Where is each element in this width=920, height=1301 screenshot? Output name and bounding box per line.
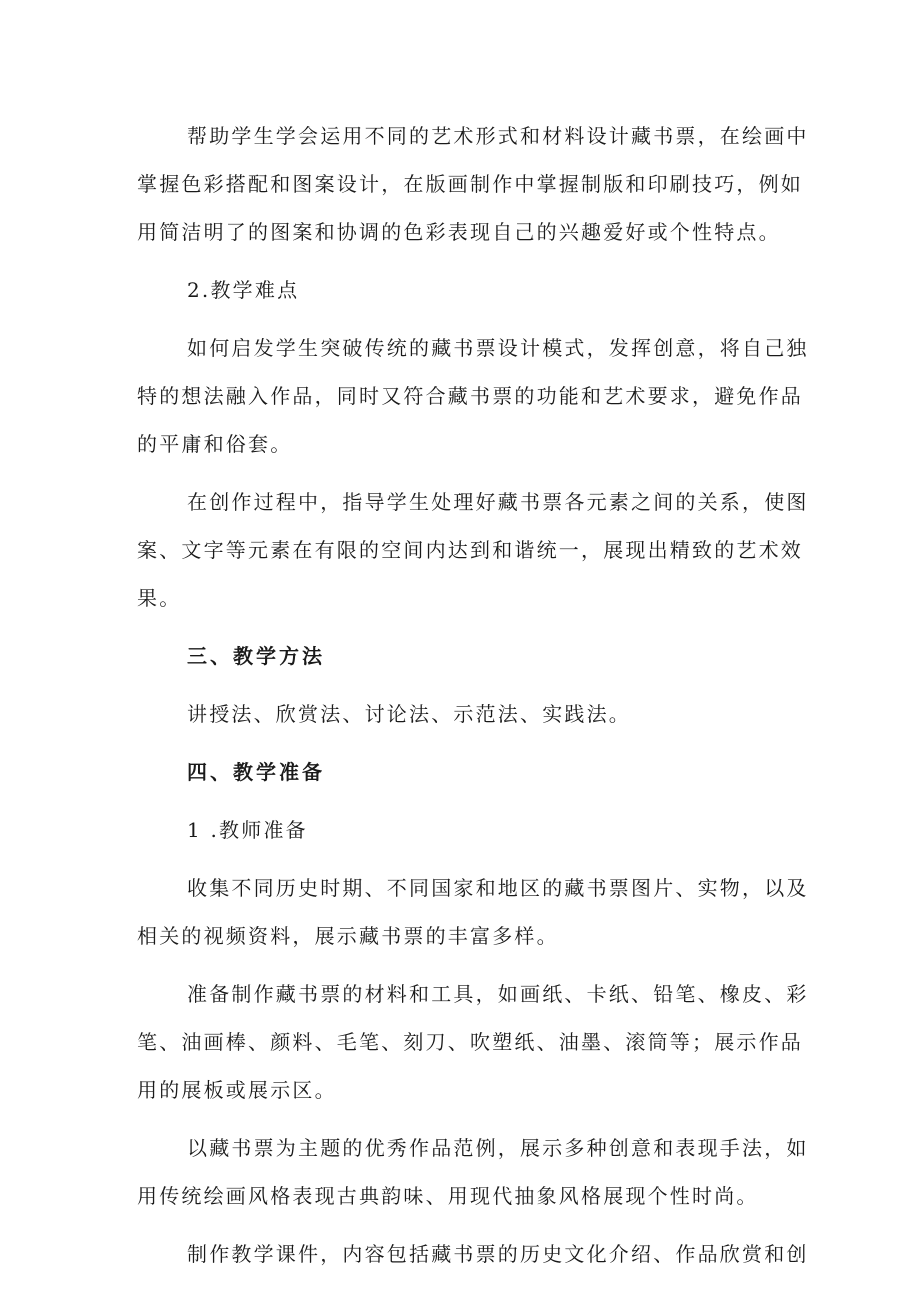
text-line: 制作教学课件，内容包括藏书票的历史文化介绍、作品欣赏和创 [187,1242,809,1266]
text-line: 用简洁明了的图案和协调的色彩表现自己的兴趣爱好或个性特点。 [137,220,781,244]
text-line: 掌握色彩搭配和图案设计，在版画制作中掌握制版和印刷技巧，例如 [137,172,803,196]
subheading-teacher-preparation: 1 .教师准备 [187,818,308,842]
text-line: 笔、油画棒、颜料、毛笔、刻刀、吹塑纸、油墨、滚筒等；展示作品 [137,1030,803,1054]
text-line: 以藏书票为主题的优秀作品范例，展示多种创意和表现手法，如 [187,1136,809,1160]
paragraph-examples [137,1124,809,1220]
text-line: 特的想法融入作品，同时又符合藏书票的功能和艺术要求，避免作品 [137,384,803,408]
text-line: 如何启发学生突破传统的藏书票设计模式，发挥创意，将自己独 [187,336,809,360]
text-line: 案、文字等元素在有限的空间内达到和谐统一，展现出精致的艺术效 [137,538,803,562]
paragraph-tools [137,970,809,1114]
document-body [137,112,809,1288]
text-line: 用传统绘画风格表现古典韵味、用现代抽象风格展现个性时尚。 [137,1184,759,1208]
paragraph-composition [137,478,809,622]
text-line: 收集不同历史时期、不同国家和地区的藏书票图片、实物，以及 [187,876,809,900]
paragraph-creativity [137,324,809,468]
text-line: 的平庸和俗套。 [137,432,293,456]
subheading-teaching-difficulties: 2.教学难点 [187,278,300,302]
text-line: 准备制作藏书票的材料和工具，如画纸、卡纸、铅笔、橡皮、彩 [187,982,809,1006]
section-heading-teaching-preparation: 四、教学准备 [187,760,325,784]
text-line: 帮助学生学会运用不同的艺术形式和材料设计藏书票，在绘画中 [187,124,809,148]
paragraph-design-goals [137,112,809,256]
paragraph-courseware [137,1230,809,1278]
text-line: 相关的视频资料，展示藏书票的丰富多样。 [137,924,559,948]
text-line: 用的展板或展示区。 [137,1078,337,1102]
paragraph-methods-list: 讲授法、欣赏法、讨论法、示范法、实践法。 [187,702,631,726]
paragraph-collect-materials [137,864,809,960]
text-line: 果。 [137,586,182,610]
section-heading-teaching-methods: 三、教学方法 [187,644,325,668]
text-line: 在创作过程中，指导学生处理好藏书票各元素之间的关系，使图 [187,490,809,514]
